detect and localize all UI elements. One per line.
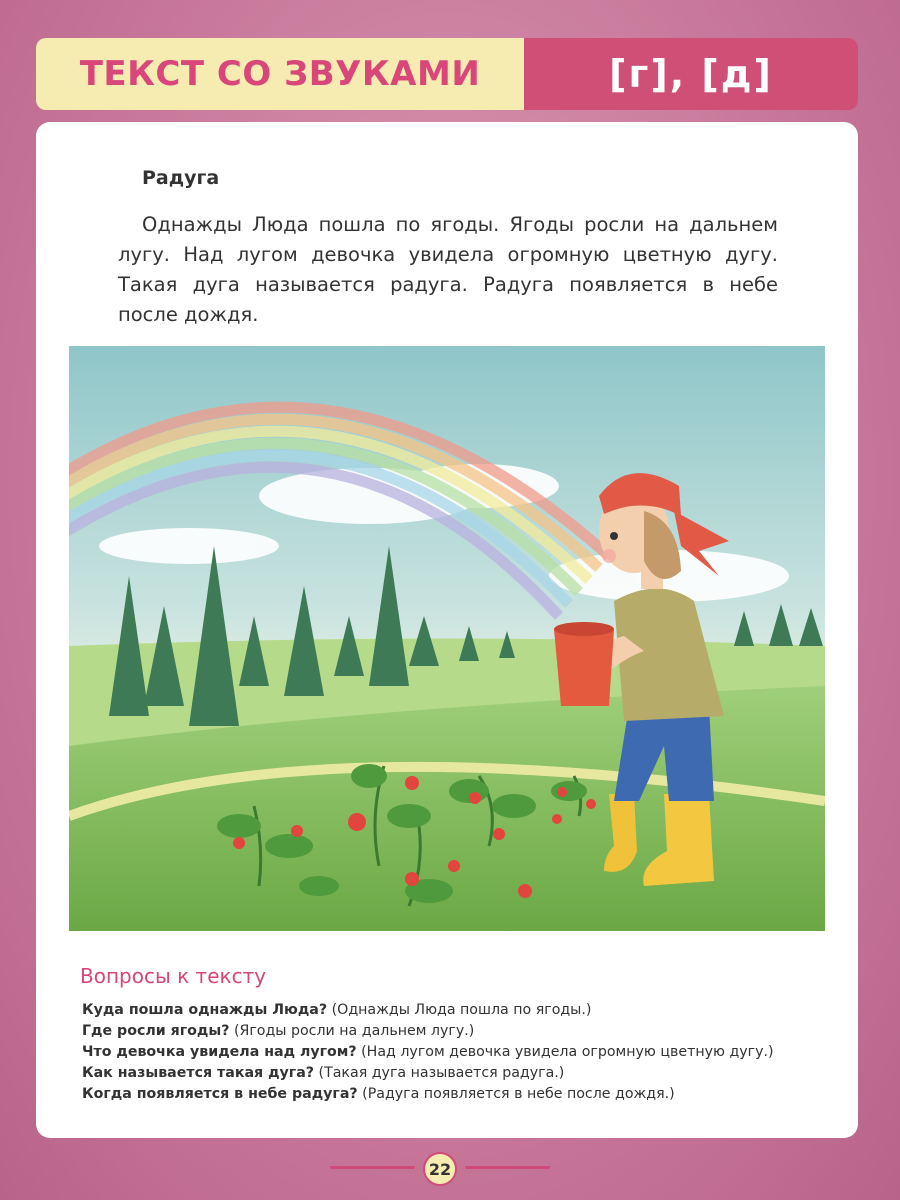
header-sounds: [г], [д] (609, 52, 773, 96)
question-row (82, 1000, 842, 1021)
footer-divider-right (465, 1166, 550, 1169)
question-row (82, 1042, 842, 1063)
header-title-panel (36, 38, 524, 110)
question-text: Куда пошла однажды Люда? (82, 1002, 328, 1018)
question-row (82, 1063, 842, 1084)
answer-text: (Над лугом девочка увидела огромную цветную дугу.) (361, 1044, 774, 1060)
questions-title: Вопросы к тексту (80, 964, 267, 988)
story-text: Однажды Люда пошла по ягоды. Ягоды росли на дальнем лугу. Над лугом девочка увидела огромную цветную дугу. Такая дуга называется радуга. Радуга появляется в небе после дождя. (118, 213, 778, 326)
answer-text: (Ягоды росли на дальнем лугу.) (233, 1023, 475, 1039)
question-row (82, 1021, 842, 1042)
page-header (36, 38, 858, 110)
question-text: Где росли ягоды? (82, 1023, 230, 1039)
answer-text: (Однажды Люда пошла по ягоды.) (331, 1002, 592, 1018)
answer-text: (Радуга появляется в небе после дождя.) (362, 1086, 675, 1102)
story-title: Радуга (142, 167, 220, 189)
header-sounds-panel (524, 38, 858, 110)
page-number: 22 (423, 1152, 457, 1186)
footer-divider-left (330, 1166, 415, 1169)
question-text: Как называется такая дуга? (82, 1065, 315, 1081)
answer-text: (Такая дуга называется радуга.) (318, 1065, 565, 1081)
question-text: Когда появляется в небе радуга? (82, 1086, 358, 1102)
question-row (82, 1084, 842, 1105)
questions-list (82, 1000, 842, 1105)
header-title: ТЕКСТ СО ЗВУКАМИ (79, 54, 481, 94)
rainbow-illustration (69, 346, 825, 931)
question-text: Что девочка увидела над лугом? (82, 1044, 357, 1060)
